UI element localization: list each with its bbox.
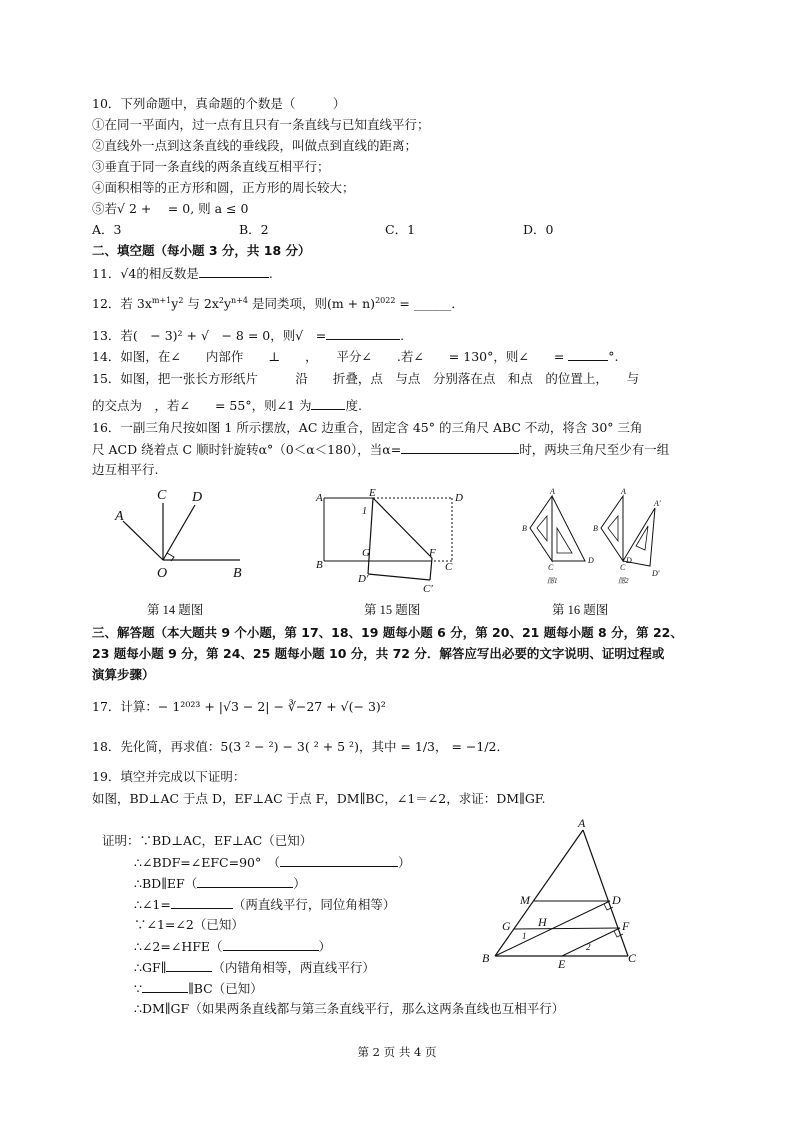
proof-line-8-post: ∥BC（已知） — [187, 981, 263, 996]
q12-mid4: 是同类项，则(m + n) — [248, 296, 376, 312]
q10-item-3: ③垂直于同一条直线的两条直线互相平行； — [92, 159, 330, 174]
fig15-label-g: G — [362, 547, 370, 559]
q12-suffix: = ______． — [395, 296, 464, 312]
q16-blank — [401, 441, 519, 454]
proof-line-9 — [134, 1001, 564, 1017]
proof-line-4-post: （两直线平行，同位角相等） — [232, 897, 396, 912]
q14-blank — [568, 348, 608, 361]
figure-15 — [312, 488, 472, 598]
proof-line-2-blank — [280, 854, 398, 867]
figure-14 — [110, 485, 260, 585]
proof-line-3 — [134, 875, 306, 892]
page-footer: 第 2 页 共 4 页 — [357, 1045, 437, 1059]
fig14-label-b: B — [233, 566, 242, 581]
q14-text: 14．如图，在∠ 内部作 ⊥ ， 平分∠ .若∠ = 130°，则∠ = — [92, 349, 569, 364]
fig15-label-f: F — [429, 547, 436, 559]
q12-sup2: 2 — [178, 296, 184, 305]
proof-line-5 — [134, 917, 244, 933]
q12-sup4: n+4 — [231, 296, 248, 305]
q16-suffix: 时，两块三角尺至少有一组 — [519, 442, 670, 457]
fig16-2-label-d: D — [626, 556, 632, 565]
fig19-label-2: 2 — [586, 942, 591, 952]
q14 — [92, 348, 619, 365]
fig19-label-a: A — [578, 816, 586, 830]
fig16-2-label-a-prime: A′ — [654, 499, 661, 508]
proof-line-8-text: ∵ — [134, 981, 142, 996]
proof-line-1 — [102, 833, 312, 849]
q16-line-2 — [92, 441, 669, 458]
q13-blank — [326, 327, 400, 340]
figure-16 — [510, 486, 680, 596]
q10-option-d: D．0 — [523, 222, 554, 237]
q15-text: 的交点为 ，若∠ = 55°，则∠1 为 — [92, 398, 312, 413]
q15-suffix: 度. — [345, 398, 362, 413]
fig16-1-label-a: A — [550, 487, 555, 496]
fig15-label-b: B — [316, 559, 323, 571]
fig19-label-h: H — [538, 915, 547, 929]
figure-19 — [480, 818, 650, 973]
q12-sup1: m+1 — [151, 296, 172, 305]
fig19-label-m: M — [520, 893, 530, 907]
fig15-caption: 第 15 题图 — [364, 603, 421, 617]
proof-line-2-post: ） — [398, 855, 411, 870]
fig15-label-a: A — [316, 492, 323, 504]
fig16-1-label-c: C — [548, 563, 554, 572]
proof-line-8 — [134, 980, 263, 997]
q13 — [92, 327, 404, 344]
proof-line-3-post: ） — [293, 876, 306, 891]
proof-line-6-blank — [223, 938, 319, 951]
fig19-label-e: E — [558, 957, 566, 971]
fig16-1-label-b: B — [522, 524, 527, 533]
q10-stem: 10．下列命题中，真命题的个数是（ ） — [92, 96, 346, 111]
proof-line-8-blank — [142, 980, 188, 993]
q18: 18．先化简，再求值：5(3 ² − ²) − 3( ² + 5 ²)，其中 = 1/3， = −1/2． — [92, 739, 509, 754]
q10-item-1: ①在同一平面内，过一点有且只有一条直线与已知直线平行； — [92, 117, 430, 132]
q10-item-2: ②直线外一点到这条直线的垂线段，叫做点到直线的距离； — [92, 138, 418, 153]
q11-text: 11．√4的相反数是 — [92, 266, 199, 281]
fig15-label-e: E — [369, 487, 376, 499]
q11 — [92, 265, 273, 282]
fig14-label-o: O — [157, 566, 168, 581]
fig19-label-1: 1 — [522, 931, 527, 941]
fig16-2-label-b: B — [593, 524, 598, 533]
q11-suffix: . — [268, 266, 273, 281]
proof-line-6 — [134, 938, 331, 955]
proof-line-7-post: （内错角相等，两直线平行） — [212, 960, 375, 975]
fig14-label-a: A — [115, 509, 124, 524]
proof-line-9-text: ∴DM∥GF（如果两条直线都与第三条直线平行，那么这两条直线也互相平行） — [134, 1001, 565, 1016]
fig16-1-caption: 图1 — [547, 577, 558, 585]
q17: 17．计算：− 1²⁰²³ + |√3 − 2| − ∛−27 + √(− 3)² — [92, 699, 386, 714]
fig19-label-g: G — [502, 919, 511, 933]
proof-line-2 — [134, 854, 411, 871]
proof-line-7-text: ∴GF∥ — [134, 960, 167, 975]
fig19-label-d: D — [612, 893, 621, 907]
q19-given: 如图，BD⊥AC 于点 D，EF⊥AC 于点 F，DM∥BC，∠1＝∠2，求证：DM∥GF. — [92, 791, 546, 806]
fig14-label-d: D — [192, 490, 203, 505]
q16-text: 尺 ACD 绕着点 C 顺时针旋转α°（0＜α＜180），当α= — [92, 442, 402, 457]
fig15-label-c-prime: C′ — [423, 583, 433, 595]
q15-blank — [311, 397, 345, 410]
q19-stem: 19．填空并完成以下证明： — [92, 769, 246, 784]
q10-option-c: C．1 — [385, 222, 416, 237]
proof-line-7-blank — [166, 959, 212, 972]
q12-mid3: y — [223, 296, 232, 312]
q16-line-1: 16．一副三角尺按如图 1 所示摆放，AC 边重合，固定含 45° 的三角尺 ABC 不动，将含 30° 三角 — [92, 420, 643, 435]
q11-blank — [199, 265, 269, 278]
fig15-label-d-prime: D′ — [358, 573, 369, 585]
section-3-line-3: 演算步骤） — [92, 667, 155, 682]
fig14-label-c: C — [157, 488, 167, 503]
fig19-label-c: C — [628, 951, 637, 965]
q10-option-a: A．3 — [92, 222, 122, 237]
fig14-caption: 第 14 题图 — [147, 603, 204, 617]
fig15-label-c: C — [445, 561, 453, 573]
section-3-line-2: 23 题每小题 9 分，第 24、25 题每小题 10 分，共 72 分．解答应写出必要的文字说明、证明过程或 — [92, 646, 665, 661]
fig16-caption: 第 16 题图 — [552, 603, 609, 617]
proof-line-6-text: ∴∠2=∠HFE（ — [134, 939, 223, 954]
q13-suffix: . — [400, 328, 405, 343]
proof-line-3-blank — [197, 875, 293, 888]
section-3-line-1: 三、解答题（本大题共 9 个小题，第 17、18、19 题每小题 6 分，第 20、21 题每小题 8 分，第 22、 — [92, 625, 683, 640]
q15-line-2 — [92, 397, 362, 414]
q12 — [92, 293, 464, 312]
q10-item-5: ⑤若√ 2 + = 0, 则 a ≤ 0 — [92, 201, 249, 216]
fig16-2-label-c: C — [620, 563, 626, 572]
q15-line-1: 15．如图，把一张长方形纸片 沿 折叠，点 与点 分别落在点 和点 的位置上， 与 — [92, 371, 640, 386]
fig15-label-1: 1 — [362, 506, 367, 517]
proof-line-6-post: ） — [318, 939, 332, 954]
fig16-2-label-a: A — [621, 487, 626, 496]
fig19-label-f: F — [622, 919, 630, 933]
fig16-2-label-d-prime: D′ — [652, 569, 660, 578]
proof-line-3-text: ∴BD∥EF（ — [134, 876, 198, 891]
proof-line-4-blank — [171, 896, 233, 909]
section-2-heading: 二、填空题（每小题 3 分，共 18 分） — [92, 243, 311, 258]
q13-text: 13．若( − 3)² + √ − 8 = 0，则√ = — [92, 328, 327, 343]
q10-options — [92, 222, 692, 238]
q12-sup3: 2 — [218, 296, 224, 305]
proof-line-1-text: 证明：∵BD⊥AC，EF⊥AC（已知） — [102, 833, 313, 848]
q12-sup5: 2022 — [375, 296, 396, 305]
q12-prefix: 12．若 3x — [92, 296, 152, 312]
q12-mid2: 与 2x — [183, 296, 219, 312]
q10-option-b: B．2 — [239, 222, 269, 237]
proof-line-4 — [134, 896, 395, 913]
proof-line-4-text: ∴∠1= — [134, 897, 171, 912]
q14-suffix: °. — [608, 349, 619, 364]
q12-mid1: y — [171, 296, 179, 312]
proof-line-7 — [134, 959, 375, 976]
fig19-label-b: B — [482, 951, 490, 965]
fig15-label-d: D — [455, 492, 463, 504]
proof-line-2-text: ∴∠BDF=∠EFC=90° （ — [134, 855, 280, 870]
fig16-1-label-d: D — [588, 556, 594, 565]
proof-line-5-text: ∵∠1=∠2（已知） — [134, 917, 244, 932]
q16-line-3: 边互相平行. — [92, 462, 159, 477]
fig16-2-caption: 图2 — [618, 577, 629, 585]
q10-item-4: ④面积相等的正方形和圆，正方形的周长较大； — [92, 180, 355, 195]
